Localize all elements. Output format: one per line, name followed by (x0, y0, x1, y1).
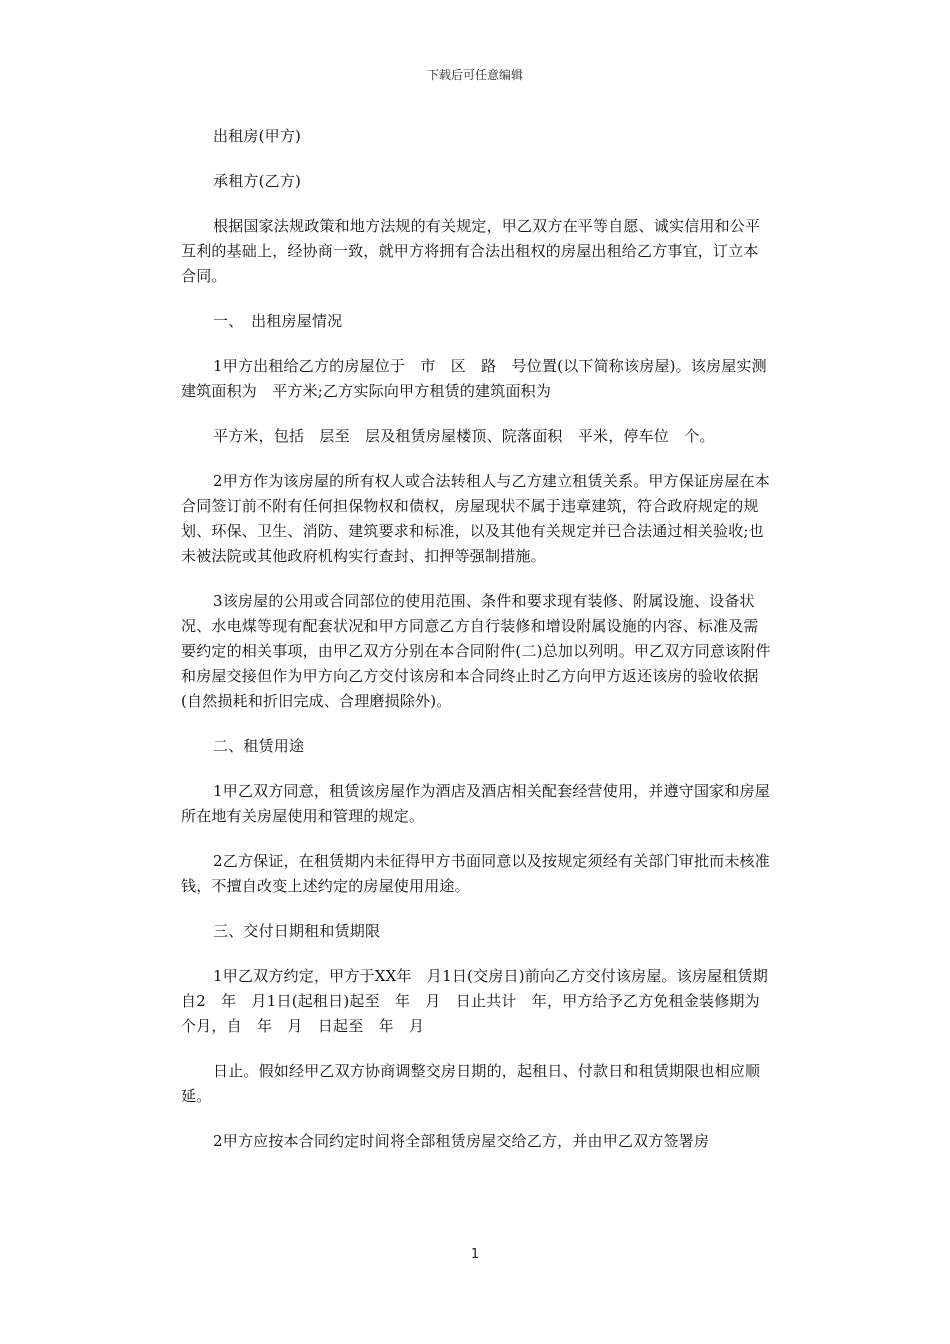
party-b-line: 承租方(乙方) (213, 172, 302, 190)
clause-1-1-continued: 平方米，包括 层至 层及租赁房屋楼顶、院落面积 平米，停车位 个。 (213, 427, 715, 445)
section-heading-2: 二、租赁用途 (213, 737, 305, 755)
clause-1-1: 1甲方出租给乙方的房屋位于 市 区 路 号位置(以下简称该房屋)。该房屋实测建筑面积为 平方米;乙方实际向甲方租赁的建筑面积为 (181, 357, 767, 400)
header-note: 下载后可任意编辑 (426, 68, 523, 82)
section-heading-3: 三、交付日期租和赁期限 (213, 922, 381, 940)
clause-1-3: 3该房屋的公用或合同部位的使用范围、条件和要求现有装修、附属设施、设备状况、水电煤等现有配套状况和甲方同意乙方自行装修和增设附属设施的内容、标准及需要约定的相关事项，由甲乙双方分别在本合同附件(二)总加以列明。甲乙双方同意该附件和房屋交接但作为甲方向乙方交付该房和本合同终止时乙方向甲方返还该房的验收依据(自然损耗和折旧完成、合理磨损除外)。 (181, 592, 771, 710)
page-number: 1 (470, 1247, 480, 1262)
party-a-line: 出租房(甲方) (213, 127, 302, 145)
preamble-paragraph: 根据国家法规政策和地方法规的有关规定，甲乙双方在平等自愿、诚实信用和公平互利的基础上，经协商一致，就甲方将拥有合法出租权的房屋出租给乙方事宜，订立本合同。 (181, 217, 761, 285)
clause-3-1-continued: 日止。假如经甲乙双方协商调整交房日期的，起租日、付款日和租赁期限也相应顺延。 (181, 1062, 761, 1105)
clause-3-2: 2甲方应按本合同约定时间将全部租赁房屋交给乙方，并由甲乙双方签署房 (213, 1132, 710, 1150)
clause-3-1: 1甲乙双方约定，甲方于XX年 月1日(交房日)前向乙方交付该房屋。该房屋租赁期自2 年 月1日(起租日)起至 年 月 日止共计 年，甲方给予乙方免租金装修期为 个月，自 年 月 日起至 年 月 (181, 967, 775, 1035)
clause-2-1: 1甲乙双方同意，租赁该房屋作为酒店及酒店相关配套经营使用，并遵守国家和房屋所在地有关房屋使用和管理的规定。 (181, 782, 770, 825)
section-heading-1: 一、 出租房屋情况 (213, 312, 343, 330)
clause-2-2: 2乙方保证，在租赁期内未征得甲方书面同意以及按规定须经有关部门审批而未核准钱，不擅自改变上述约定的房屋使用用途。 (181, 852, 770, 895)
document-body (181, 124, 775, 1174)
clause-1-2: 2甲方作为该房屋的所有权人或合法转租人与乙方建立租赁关系。甲方保证房屋在本合同签订前不附有任何担保物权和债权，房屋现状不属于违章建筑，符合政府规定的规划、环保、卫生、消防、建筑要求和标准，以及其他有关规定并已合法通过相关验收;也未被法院或其他政府机构实行查封、扣押等强制措施。 (181, 472, 770, 565)
